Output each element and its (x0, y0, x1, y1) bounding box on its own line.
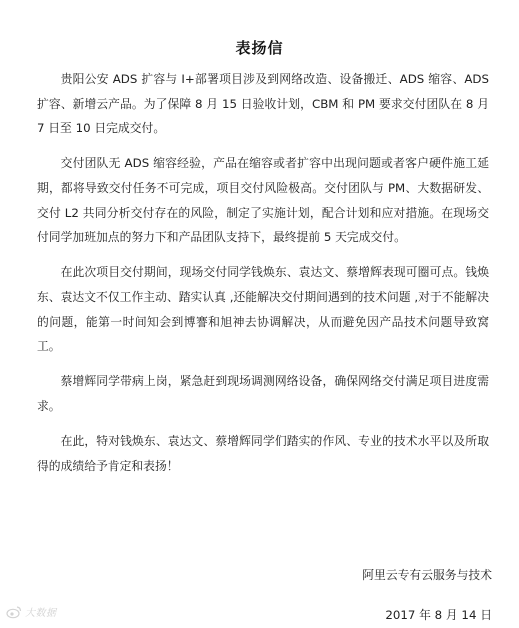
watermark (6, 604, 57, 619)
paragraph-3: 在此次项目交付期间，现场交付同学钱焕东、袁达文、蔡增辉表现可圈可点。钱焕东、袁达文不仅工作主动、踏实认真 ,还能解决交付期间遇到的技术问题 ,对于不能解决的问题，能第一时间知会到博謇和旭神去协调解决，从而避免因产品技术问题导致窝工。 (37, 265, 489, 354)
watermark-text: 大数据 (25, 608, 57, 619)
letter-body (37, 67, 489, 489)
signature: 阿里云专有云服务与技术 (362, 568, 492, 582)
paragraph-2: 交付团队无 ADS 缩容经验，产品在缩容或者扩容中出现问题或者客户硬件施工延期，都将导致交付任务不可完成，项目交付风险极高。交付团队与 PM、大数据研发、交付 L2 共同分析交付存在的风险，制定了实施计划，配合计划和应对措施。在现场交付同学加班加点的努力下和产品团队支持下，最终提前 5 天完成交付。 (37, 156, 489, 245)
date: 2017 年 8 月 14 日 (385, 608, 492, 622)
paragraph-5: 在此，特对钱焕东、袁达文、蔡增辉同学们踏实的作风、专业的技术水平以及所取得的成绩给予肯定和表扬！ (37, 434, 489, 473)
weibo-logo-icon (6, 605, 22, 619)
paragraph-4: 蔡增辉同学带病上岗，紧急赶到现场调测网络设备，确保网络交付满足项目进度需求。 (37, 374, 489, 413)
letter-title: 表扬信 (235, 39, 284, 57)
paragraph-1: 贵阳公安 ADS 扩容与 I+部署项目涉及到网络改造、设备搬迁、ADS 缩容、ADS 扩容、新增云产品。为了保障 8 月 15 日验收计划，CBM 和 PM 要求交付团队在 8 月 7 日至 10 日完成交付。 (37, 72, 489, 136)
